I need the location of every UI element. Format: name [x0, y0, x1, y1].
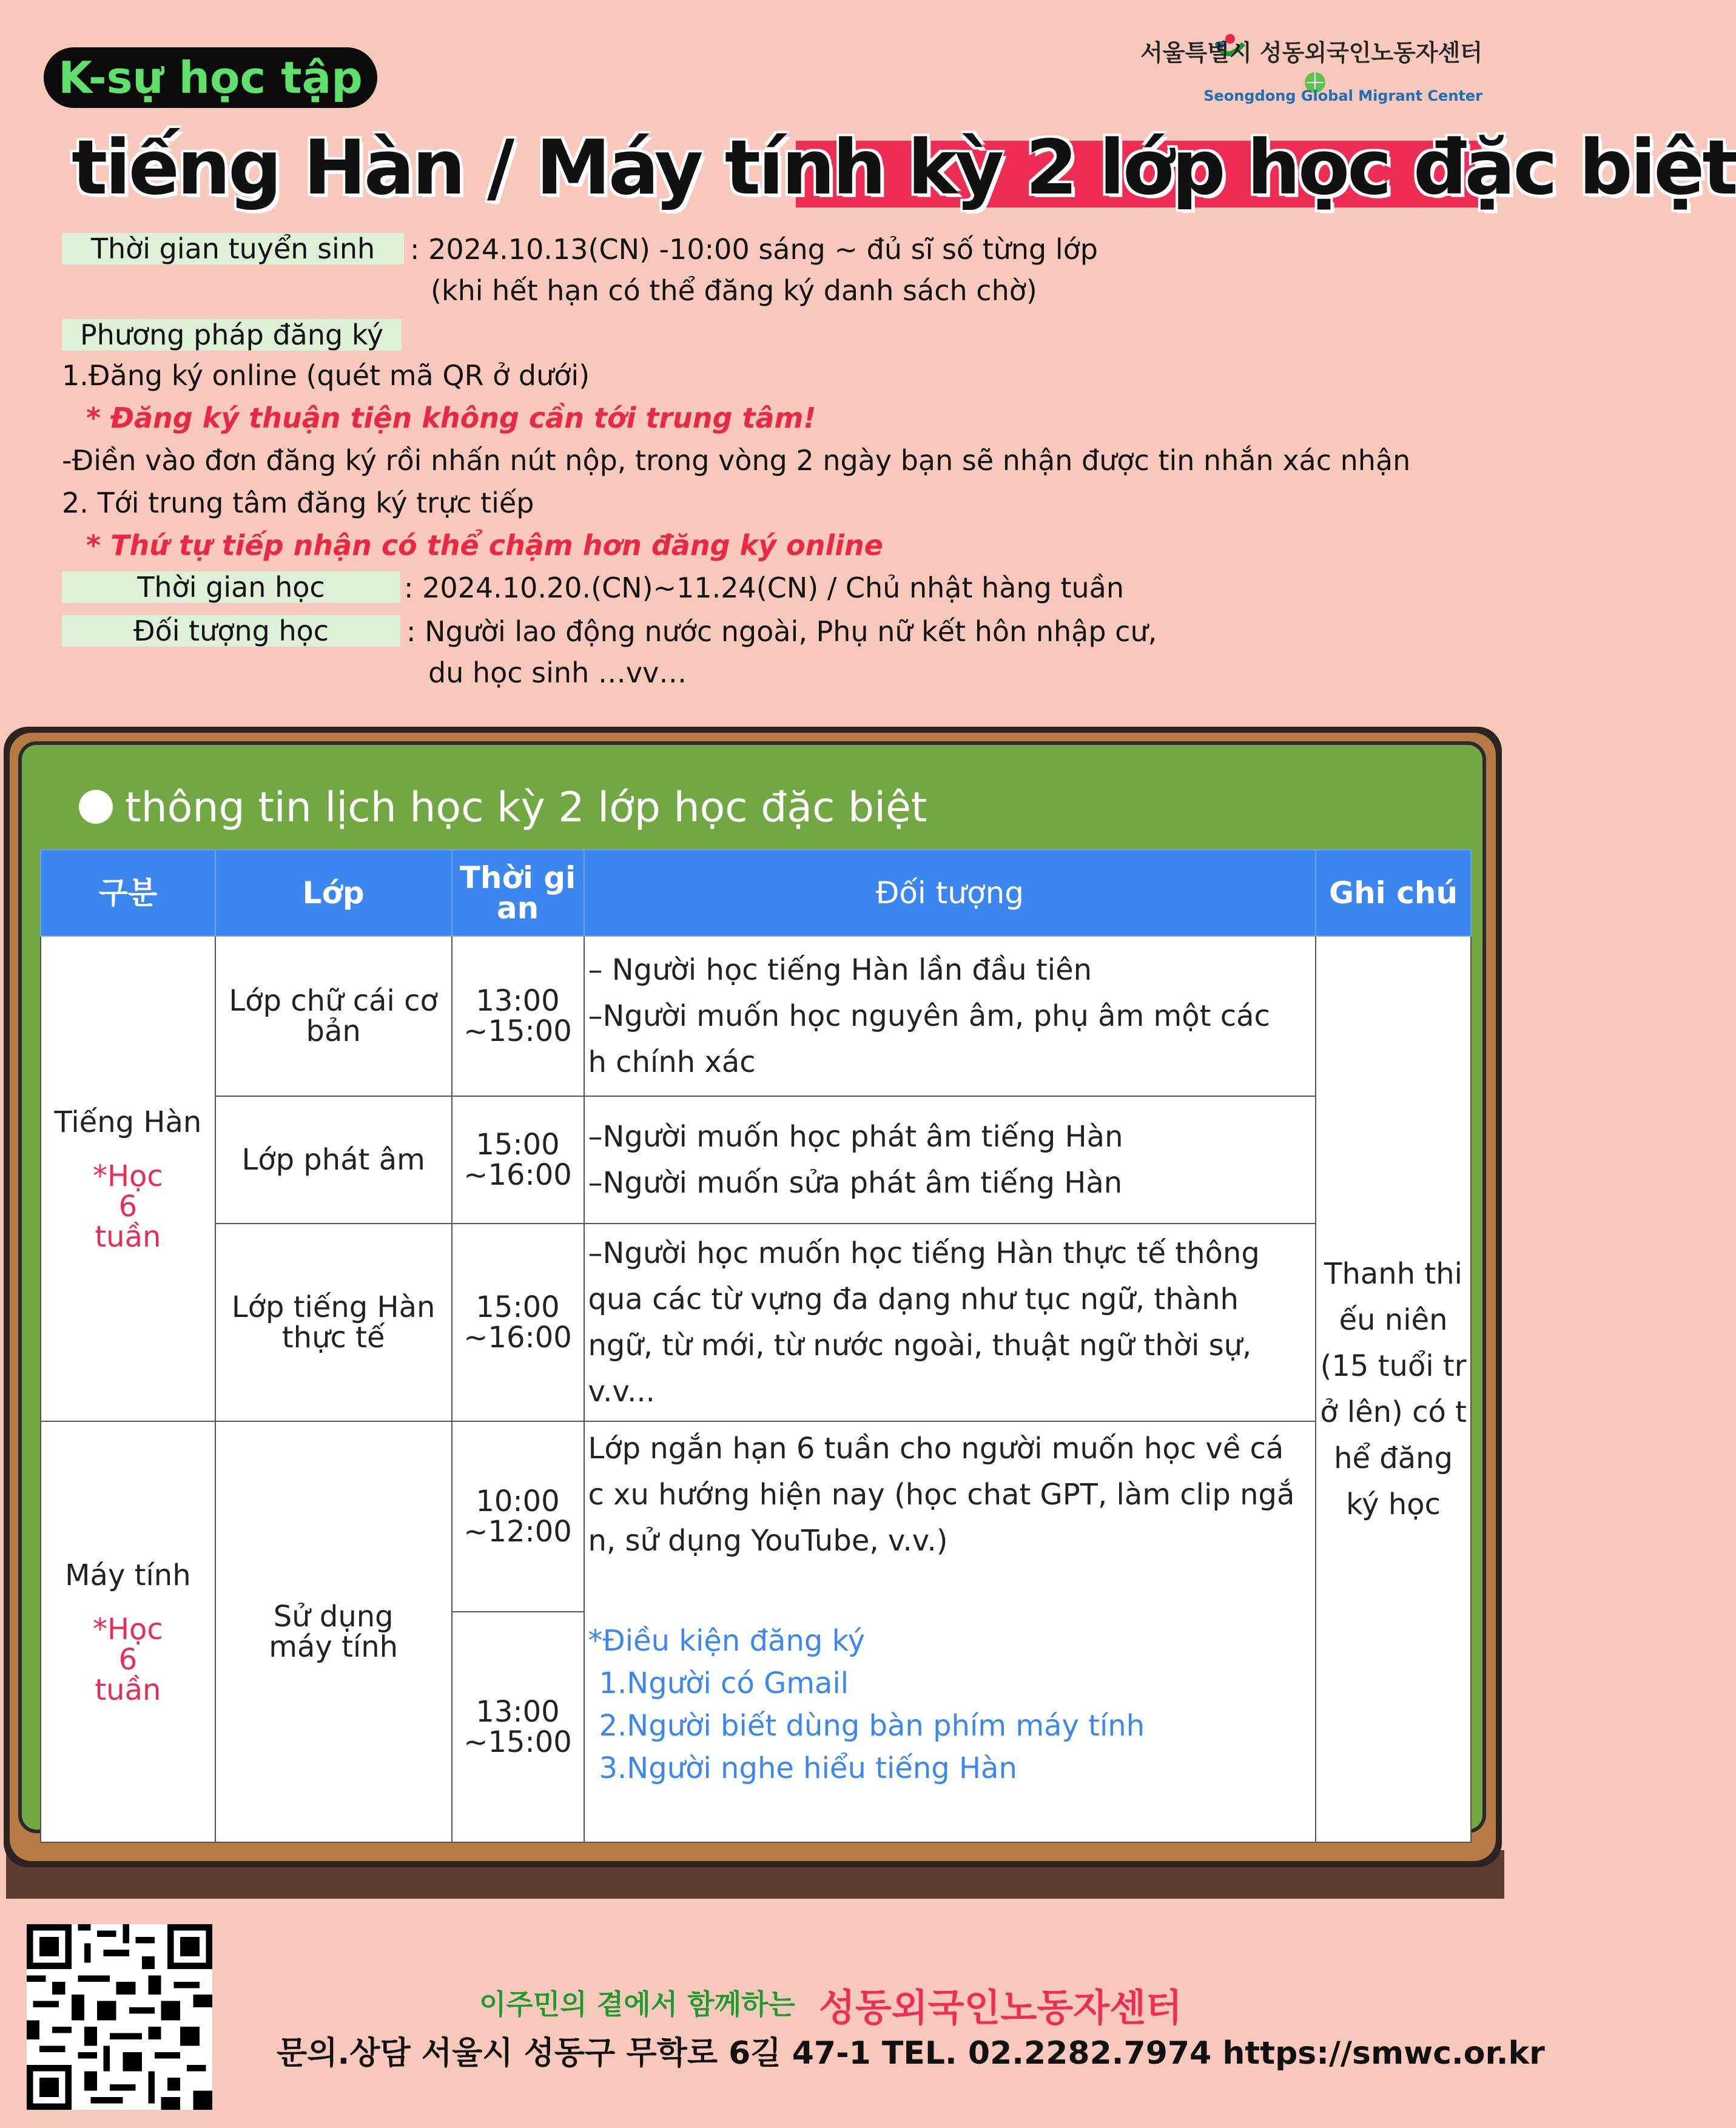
category-korean: [41, 936, 215, 1421]
note-line: Thanh thi: [1324, 1257, 1462, 1291]
class-pronunciation: Lớp phát âm: [215, 1096, 452, 1224]
time-end: ~16:00: [463, 1158, 572, 1192]
schedule-table: [40, 849, 1472, 1843]
target-alphabet: [584, 936, 1316, 1096]
table-row: [41, 936, 1471, 1096]
time-computer-1: [452, 1421, 584, 1612]
board-title: thông tin lịch học kỳ 2 lớp học đặc biệt: [125, 784, 927, 832]
study-value: : 2024.10.20.(CN)~11.24(CN) / Chủ nhật hàng tuần: [404, 571, 1124, 604]
time-end: ~16:00: [463, 1321, 572, 1355]
recruit-label: Thời gian tuyển sinh: [62, 233, 404, 264]
category-computer-label: Máy tính: [65, 1558, 191, 1592]
target-line: –Người muốn sửa phát âm tiếng Hàn: [588, 1166, 1123, 1200]
class-computer: Sử dụng máy tính: [215, 1421, 452, 1842]
method-visit: 2. Tới trung tâm đăng ký trực tiếp: [62, 487, 534, 519]
bullet-dot-icon: [79, 790, 113, 824]
target-line: v.v...: [588, 1375, 655, 1409]
time-end: ~15:00: [463, 1014, 572, 1048]
method-online-detail: -Điền vào đơn đăng ký rồi nhấn nút nộp, trong vòng 2 ngày bạn sẽ nhận được tin nhắn xác nhận: [62, 444, 1411, 477]
category-korean-duration: *Học 6 tuần: [92, 1159, 163, 1254]
class-alphabet: Lớp chữ cái cơ bản: [215, 936, 452, 1096]
table-row: [41, 1421, 1471, 1612]
time-computer-2: [452, 1612, 584, 1842]
note-line: ếu niên: [1339, 1303, 1448, 1337]
condition-item: 3.Người nghe hiểu tiếng Hàn: [599, 1751, 1017, 1785]
time-start: 13:00: [476, 1695, 560, 1729]
page-title: tiếng Hàn / Máy tính kỳ 2 lớp học đặc biệt: [72, 124, 1736, 212]
header-note: Ghi chú: [1316, 850, 1471, 936]
time-start: 15:00: [476, 1128, 560, 1162]
qr-code[interactable]: [27, 1924, 212, 2110]
target-line: Lớp ngắn hạn 6 tuần cho người muốn học về cá: [588, 1432, 1284, 1466]
class-practical: Lớp tiếng Hàn thực tế: [215, 1224, 452, 1421]
category-computer-duration: *Học 6 tuần: [92, 1612, 163, 1707]
target-value-2: du học sinh …vv…: [428, 656, 687, 689]
category-korean-label: Tiếng Hàn: [54, 1105, 202, 1139]
target-line: qua các từ vựng đa dạng như tục ngữ, thành: [588, 1282, 1239, 1316]
study-label: Thời gian học: [62, 571, 400, 603]
recruit-value: : 2024.10.13(CN) -10:00 sáng ~ đủ sĩ số từng lớp: [410, 233, 1098, 266]
note-line: (15 tuổi tr: [1320, 1349, 1467, 1383]
recruit-note: (khi hết hạn có thể đăng ký danh sách chờ): [431, 274, 1037, 307]
time-start: 10:00: [476, 1484, 560, 1518]
target-line: ngữ, từ mới, từ nước ngoài, thuật ngữ thời sự,: [588, 1328, 1252, 1362]
condition-item: 1.Người có Gmail: [599, 1666, 849, 1700]
target-line: –Người muốn học nguyên âm, phụ âm một các: [588, 999, 1270, 1033]
note-cell: [1316, 936, 1471, 1842]
time-pronunciation: [452, 1096, 584, 1224]
header-class: Lớp: [215, 850, 452, 936]
target-line: – Người học tiếng Hàn lần đầu tiên: [588, 953, 1092, 987]
target-line: c xu hướng hiện nay (học chat GPT, làm clip ngắ: [588, 1478, 1295, 1512]
condition-item: 2.Người biết dùng bàn phím máy tính: [599, 1709, 1145, 1743]
note-line: ký học: [1346, 1487, 1441, 1521]
time-practical: [452, 1224, 584, 1421]
target-line: –Người học muốn học tiếng Hàn thực tế thông: [588, 1236, 1260, 1270]
logo-korean: 서울특별시 성동외국인노동자센터: [1140, 39, 1482, 66]
time-alphabet: [452, 936, 584, 1096]
center-logo: [1140, 34, 1482, 113]
header-time: Thời gi an: [452, 850, 584, 936]
target-computer: [584, 1421, 1316, 1842]
header-category: 구분: [41, 850, 215, 936]
contact-info: 문의.상담 서울시 성동구 무학로 6길 47-1 TEL. 02.2282.7974 https://smwc.or.kr: [277, 2035, 1545, 2072]
target-pronunciation: [584, 1096, 1316, 1224]
condition-title: *Điều kiện đăng ký: [588, 1624, 866, 1658]
table-header-row: [41, 850, 1471, 936]
method-visit-note: * Thứ tự tiếp nhận có thể chậm hơn đăng ký online: [86, 529, 883, 562]
method-label: Phương pháp đăng ký: [62, 319, 402, 351]
category-computer: [41, 1421, 215, 1842]
qr-code-icon: [27, 1924, 212, 2110]
time-end: ~15:00: [463, 1725, 572, 1759]
badge: K-sự học tập: [44, 47, 377, 108]
target-line: –Người muốn học phát âm tiếng Hàn: [588, 1120, 1123, 1154]
time-start: 13:00: [476, 984, 560, 1018]
table-row: [41, 1096, 1471, 1224]
center-name: 성동외국인노동자센터: [819, 1985, 1182, 2030]
time-end: ~12:00: [463, 1515, 572, 1549]
slogan: 이주민의 곁에서 함께하는: [479, 1988, 795, 2021]
table-row: [41, 1224, 1471, 1421]
target-label: Đối tượng học: [62, 615, 400, 647]
method-online: 1.Đăng ký online (quét mã QR ở dưới): [62, 359, 590, 392]
target-value: : Người lao động nước ngoài, Phụ nữ kết hôn nhập cư,: [406, 615, 1157, 648]
method-online-note: * Đăng ký thuận tiện không cần tới trung tâm!: [86, 402, 816, 434]
time-start: 15:00: [476, 1290, 560, 1324]
target-practical: [584, 1224, 1316, 1421]
target-line: n, sử dụng YouTube, v.v.): [588, 1524, 948, 1558]
note-line: hể đăng: [1334, 1441, 1453, 1475]
target-line: h chính xác: [588, 1045, 756, 1079]
logo-english: Seongdong Global Migrant Center: [1203, 87, 1482, 104]
header-target: Đối tượng: [584, 850, 1316, 936]
note-line: ở lên) có t: [1320, 1395, 1467, 1429]
